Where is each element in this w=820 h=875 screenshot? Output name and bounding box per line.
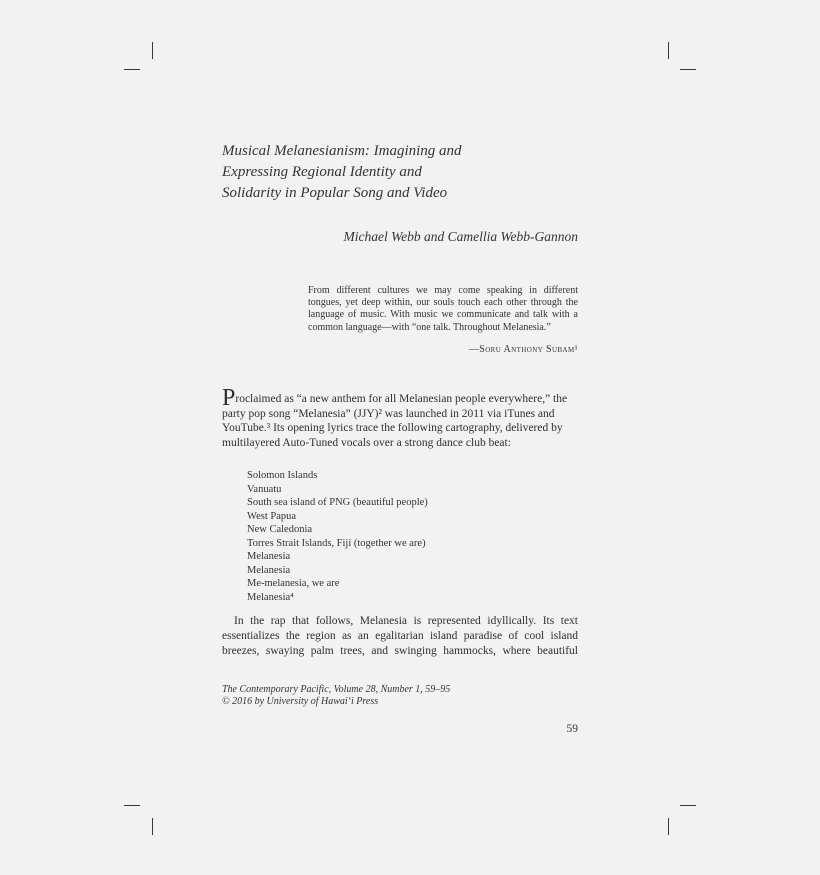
- lyric-line: South sea island of PNG (beautiful people): [247, 497, 428, 508]
- epigraph-attribution: —Soru Anthony Subam¹: [468, 344, 578, 355]
- lyric-line: Solomon Islands: [247, 470, 318, 481]
- journal-line: The Contemporary Pacific, Volume 28, Number 1, 59–95: [222, 684, 451, 695]
- title-line: Expressing Regional Identity and: [222, 164, 422, 180]
- journal-citation: [222, 684, 522, 708]
- lyric-line: West Papua: [247, 510, 297, 522]
- lyric-line: Torres Strait Islands, Fiji (together we are): [247, 537, 426, 549]
- paragraph-line: essentializes the region as an egalitarian island paradise of cool island: [222, 629, 578, 642]
- authors: Michael Webb and Camellia Webb-Gannon: [343, 229, 578, 244]
- crop-mark-bottom-right-horizontal: [680, 805, 696, 806]
- lyric-line: Melanesia: [247, 564, 291, 576]
- paragraph-line: In the rap that follows, Melanesia is represented idyllically. Its text: [234, 615, 578, 627]
- crop-mark-top-left-vertical: [152, 42, 153, 59]
- page-number: 59: [566, 723, 578, 735]
- paragraph-line: multilayered Auto-Tuned vocals over a strong dance club beat:: [222, 436, 511, 449]
- lyrics-block: [247, 469, 547, 604]
- paragraph-line: YouTube.³ Its opening lyrics trace the following cartography, delivered by: [222, 422, 563, 435]
- lyric-line: Vanuatu: [247, 483, 282, 495]
- lyric-line: Me-melanesia, we are: [247, 578, 340, 589]
- crop-mark-top-left-horizontal: [124, 69, 140, 70]
- opening-paragraph: [222, 385, 578, 450]
- title-line: Solidarity in Popular Song and Video: [222, 185, 448, 201]
- lyric-line: Melanesia⁴: [247, 591, 294, 603]
- paragraph-line: breezes, swaying palm trees, and swinging hammocks, where beautiful: [222, 644, 578, 657]
- crop-mark-top-right-horizontal: [680, 69, 696, 70]
- second-paragraph: [222, 614, 578, 658]
- crop-mark-bottom-right-vertical: [668, 818, 669, 835]
- paragraph-line: [222, 385, 578, 411]
- paragraph-line: party pop song “Melanesia” (JJY)² was launched in 2011 via iTunes and: [222, 407, 555, 420]
- epigraph: From different cultures we may come speaking in different tongues, yet deep within, our souls touch each other through the language of music. With music we communicate and talk with a common language—with “one talk. Throughout Melanesia.”: [308, 285, 578, 333]
- crop-mark-top-right-vertical: [668, 42, 669, 59]
- crop-mark-bottom-left-vertical: [152, 818, 153, 835]
- article-title: [222, 141, 522, 204]
- lyric-line: New Caledonia: [247, 524, 313, 535]
- lyric-line: Melanesia: [247, 551, 291, 562]
- paragraph-line-text: roclaimed as “a new anthem for all Melanesian people everywhere,” the: [235, 393, 568, 405]
- crop-mark-bottom-left-horizontal: [124, 805, 140, 806]
- copyright-line: © 2016 by University of Hawai‘i Press: [222, 695, 379, 707]
- title-line: Musical Melanesianism: Imagining and: [222, 143, 462, 159]
- drop-cap: P: [222, 385, 236, 411]
